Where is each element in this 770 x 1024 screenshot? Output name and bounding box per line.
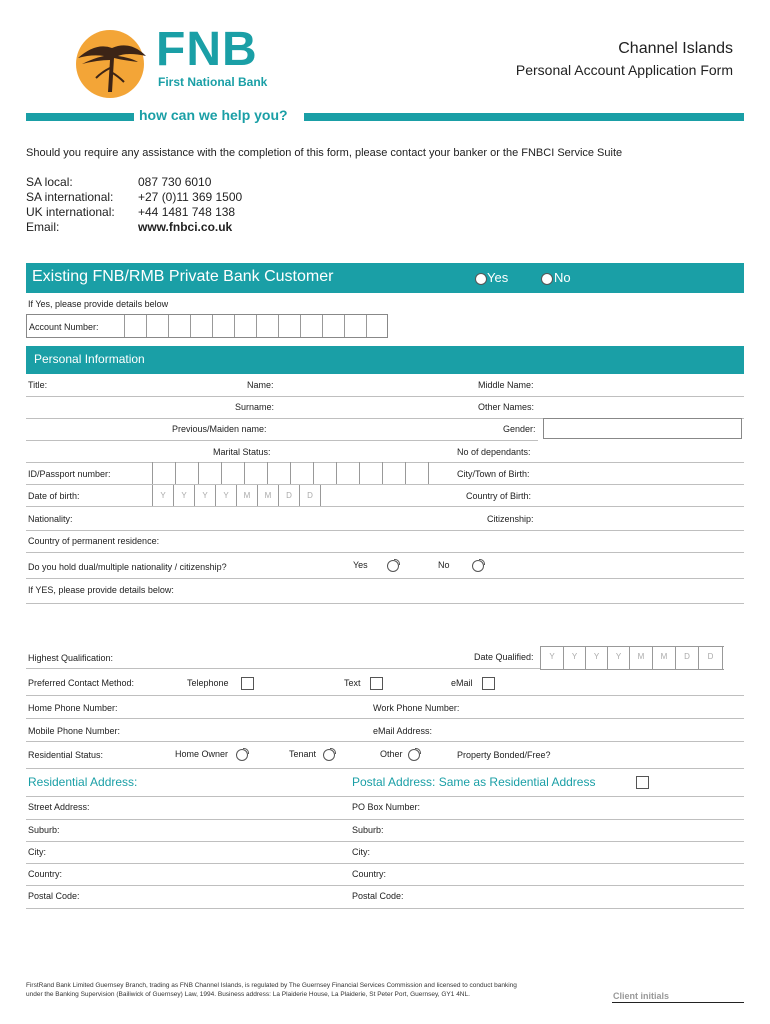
- street-address-label: Street Address:: [28, 802, 90, 812]
- account-number-field[interactable]: [26, 314, 388, 338]
- id-cell[interactable]: [245, 462, 268, 484]
- city-field[interactable]: [26, 863, 744, 864]
- tenant-label: Tenant: [289, 749, 317, 759]
- client-initials-label: Client initials: [613, 991, 670, 1001]
- existing-note: If Yes, please provide details below: [28, 299, 169, 309]
- date-qualified-cell[interactable]: Y: [541, 647, 564, 669]
- contact-row: [26, 220, 242, 235]
- dependants-label: No of dependants:: [457, 447, 531, 457]
- id-cell[interactable]: [176, 462, 199, 484]
- previous-name-label: Previous/Maiden name:: [172, 424, 267, 434]
- email-contact-label: eMail: [451, 678, 473, 688]
- date-qualified-cell[interactable]: D: [699, 647, 723, 669]
- contact-row: [26, 190, 242, 205]
- date-qualified-cell[interactable]: M: [630, 647, 653, 669]
- country-of-birth-label: Country of Birth:: [466, 491, 532, 501]
- title-label: Title:: [28, 380, 48, 390]
- footer-legal: [26, 981, 517, 999]
- brand-name: FNB: [156, 23, 258, 76]
- contact-value: +27 (0)11 369 1500: [138, 190, 243, 204]
- tagline: how can we help you?: [139, 107, 288, 123]
- account-number-cells: [124, 315, 389, 337]
- postal-suburb-label: Suburb:: [352, 825, 384, 835]
- residential-status-line: [26, 768, 744, 769]
- assistance-intro: Should you require any assistance with the completion of this form, please contact your banker or the FNBCI Service Suite: [26, 147, 623, 159]
- dual-no-radio[interactable]: [472, 560, 484, 572]
- footer-line-1: FirstRand Bank Limited Guernsey Branch, trading as FNB Channel Islands, is regulated by The Guernsey Financial Services Commission and licensed to conduct banking: [26, 982, 517, 989]
- id-cell[interactable]: [360, 462, 383, 484]
- other-label: Other: [380, 749, 403, 759]
- postal-address-title: Postal Address: Same as Residential Address: [352, 775, 596, 789]
- id-cell[interactable]: [314, 462, 337, 484]
- home-phone-label: Home Phone Number:: [28, 703, 118, 713]
- email-checkbox[interactable]: [482, 677, 495, 690]
- middle-name-label: Middle Name:: [478, 380, 534, 390]
- contact-label: Email:: [26, 220, 60, 234]
- residence-field[interactable]: [26, 552, 744, 553]
- property-bonded-label: Property Bonded/Free?: [457, 750, 551, 760]
- date-qualified-cell[interactable]: Y: [608, 647, 630, 669]
- telephone-checkbox[interactable]: [241, 677, 254, 690]
- suburb-field[interactable]: [26, 841, 744, 842]
- contact-row: [26, 175, 242, 190]
- id-cell[interactable]: [199, 462, 222, 484]
- other-radio[interactable]: [408, 749, 420, 761]
- postal-code-field[interactable]: [26, 908, 744, 909]
- footer-line-2: under the Banking Supervision (Bailiwick of Guernsey) Law, 1994. Business address: La Plaiderie House, La Plaiderie, St Peter Port, Guernsey, GY1 4NL.: [26, 991, 470, 998]
- id-cell[interactable]: [291, 462, 314, 484]
- email-address-label: eMail Address:: [373, 726, 433, 736]
- city-of-birth-label: City/Town of Birth:: [457, 469, 530, 479]
- dual-yes-label: Yes: [353, 560, 368, 570]
- postal-country-label: Country:: [352, 869, 387, 879]
- contact-label: SA international:: [26, 190, 114, 204]
- fnb-logo: [72, 23, 282, 100]
- contact-list: [26, 175, 242, 235]
- tagline-bar-left: [26, 113, 134, 121]
- form-title: Personal Account Application Form: [515, 62, 733, 78]
- date-qualified-cell[interactable]: Y: [586, 647, 608, 669]
- dob-cells[interactable]: [152, 485, 327, 506]
- contact-row: [26, 205, 242, 220]
- date-qualified-cell[interactable]: Y: [564, 647, 586, 669]
- if-yes-details-label: If YES, please provide details below:: [28, 585, 174, 595]
- contact-method-label: Preferred Contact Method:: [28, 678, 135, 688]
- account-digit-cell[interactable]: [257, 315, 279, 337]
- contact-row-line: [26, 695, 744, 696]
- dob-cell[interactable]: D: [279, 485, 300, 506]
- telephone-label: Telephone: [187, 678, 229, 688]
- name-label: Name:: [247, 380, 274, 390]
- residence-label: Country of permanent residence:: [28, 536, 160, 546]
- personal-info-bar: [26, 346, 744, 374]
- account-digit-cell[interactable]: [345, 315, 367, 337]
- home-owner-radio[interactable]: [236, 749, 248, 761]
- address-header-line: [26, 796, 744, 797]
- text-checkbox[interactable]: [370, 677, 383, 690]
- personal-info-title: Personal Information: [34, 352, 145, 366]
- contact-label: SA local:: [26, 175, 73, 189]
- id-cell[interactable]: [337, 462, 360, 484]
- dual-row-line: [26, 578, 744, 579]
- date-qualified-cell[interactable]: M: [653, 647, 676, 669]
- mobile-phone-field[interactable]: [26, 741, 744, 742]
- nationality-label: Nationality:: [28, 514, 73, 524]
- po-box-label: PO Box Number:: [352, 802, 421, 812]
- date-qualified-cells[interactable]: [540, 646, 724, 670]
- account-digit-cell[interactable]: [301, 315, 323, 337]
- gender-label: Gender:: [503, 424, 536, 434]
- date-of-birth-label: Date of birth:: [28, 491, 80, 501]
- residential-postal-code-label: Postal Code:: [28, 891, 80, 901]
- street-address-field[interactable]: [26, 819, 744, 820]
- existing-yes-label: Yes: [487, 270, 509, 285]
- id-passport-cells[interactable]: [152, 462, 432, 484]
- account-digit-cell[interactable]: [191, 315, 213, 337]
- id-cell[interactable]: [406, 462, 429, 484]
- citizenship-label: Citizenship:: [487, 514, 534, 524]
- contact-label: UK international:: [26, 205, 115, 219]
- gender-field[interactable]: [543, 418, 742, 439]
- title-field[interactable]: [26, 396, 744, 397]
- id-cell[interactable]: [222, 462, 245, 484]
- client-initials-field[interactable]: [612, 1002, 744, 1003]
- dob-cell[interactable]: D: [300, 485, 321, 506]
- surname-label: Surname:: [235, 402, 275, 412]
- existing-customer-bar: [26, 263, 744, 293]
- contact-value: +44 1481 748 138: [138, 205, 236, 219]
- postal-city-label: City:: [352, 847, 370, 857]
- dob-cell[interactable]: Y: [216, 485, 237, 506]
- account-digit-cell[interactable]: [279, 315, 301, 337]
- id-passport-label: ID/Passport number:: [28, 469, 111, 479]
- residential-address-title: Residential Address:: [28, 775, 138, 789]
- account-number-label: Account Number:: [29, 322, 99, 332]
- previous-name-field[interactable]: [26, 440, 538, 441]
- same-as-residential-checkbox[interactable]: [636, 776, 649, 789]
- existing-yes-radio[interactable]: [475, 273, 487, 285]
- id-cell[interactable]: [383, 462, 406, 484]
- qualification-field[interactable]: [26, 668, 540, 669]
- residential-suburb-label: Suburb:: [28, 825, 60, 835]
- dob-cell[interactable]: Y: [174, 485, 195, 506]
- existing-no-label: No: [554, 270, 571, 285]
- dob-cell[interactable]: Y: [195, 485, 216, 506]
- account-digit-cell[interactable]: [323, 315, 345, 337]
- postal-postal-code-label: Postal Code:: [352, 891, 404, 901]
- tenant-radio[interactable]: [323, 749, 335, 761]
- region-title: Channel Islands: [618, 40, 733, 57]
- account-digit-cell[interactable]: [367, 315, 389, 337]
- existing-customer-title: Existing FNB/RMB Private Bank Customer: [32, 268, 334, 285]
- text-label: Text: [344, 678, 361, 688]
- qualification-label: Highest Qualification:: [28, 653, 114, 663]
- dob-cell[interactable]: M: [258, 485, 279, 506]
- id-cell[interactable]: [153, 462, 176, 484]
- contact-value: 087 730 6010: [138, 175, 212, 189]
- account-digit-cell[interactable]: [213, 315, 235, 337]
- id-cell[interactable]: [268, 462, 291, 484]
- contact-website-link[interactable]: www.fnbci.co.uk: [138, 220, 233, 234]
- dual-yes-radio[interactable]: [387, 560, 399, 572]
- account-digit-cell[interactable]: [147, 315, 169, 337]
- tagline-bar-right: [304, 113, 744, 121]
- dual-nationality-label: Do you hold dual/multiple nationality / citizenship?: [28, 562, 227, 572]
- bank-name: First National Bank: [158, 75, 268, 89]
- residential-country-label: Country:: [28, 869, 63, 879]
- dob-cell[interactable]: Y: [153, 485, 174, 506]
- residential-city-label: City:: [28, 847, 46, 857]
- mobile-phone-label: Mobile Phone Number:: [28, 726, 121, 736]
- country-field[interactable]: [26, 885, 744, 886]
- work-phone-label: Work Phone Number:: [373, 703, 460, 713]
- account-digit-cell[interactable]: [169, 315, 191, 337]
- account-digit-cell[interactable]: [235, 315, 257, 337]
- existing-no-radio[interactable]: [541, 273, 553, 285]
- dob-cell[interactable]: M: [237, 485, 258, 506]
- dual-no-label: No: [438, 560, 450, 570]
- other-names-label: Other Names:: [478, 402, 535, 412]
- home-owner-label: Home Owner: [175, 749, 229, 759]
- acacia-tree-icon: [72, 28, 150, 100]
- dob-row-line: [26, 506, 744, 507]
- date-qualified-label: Date Qualified:: [474, 652, 534, 662]
- residential-status-label: Residential Status:: [28, 750, 104, 760]
- id-row-line: [26, 484, 744, 485]
- date-qualified-cell[interactable]: D: [676, 647, 699, 669]
- account-digit-cell[interactable]: [125, 315, 147, 337]
- home-phone-field[interactable]: [26, 718, 744, 719]
- nationality-field[interactable]: [26, 530, 744, 531]
- if-yes-details-field[interactable]: [26, 603, 744, 604]
- marital-status-label: Marital Status:: [213, 447, 271, 457]
